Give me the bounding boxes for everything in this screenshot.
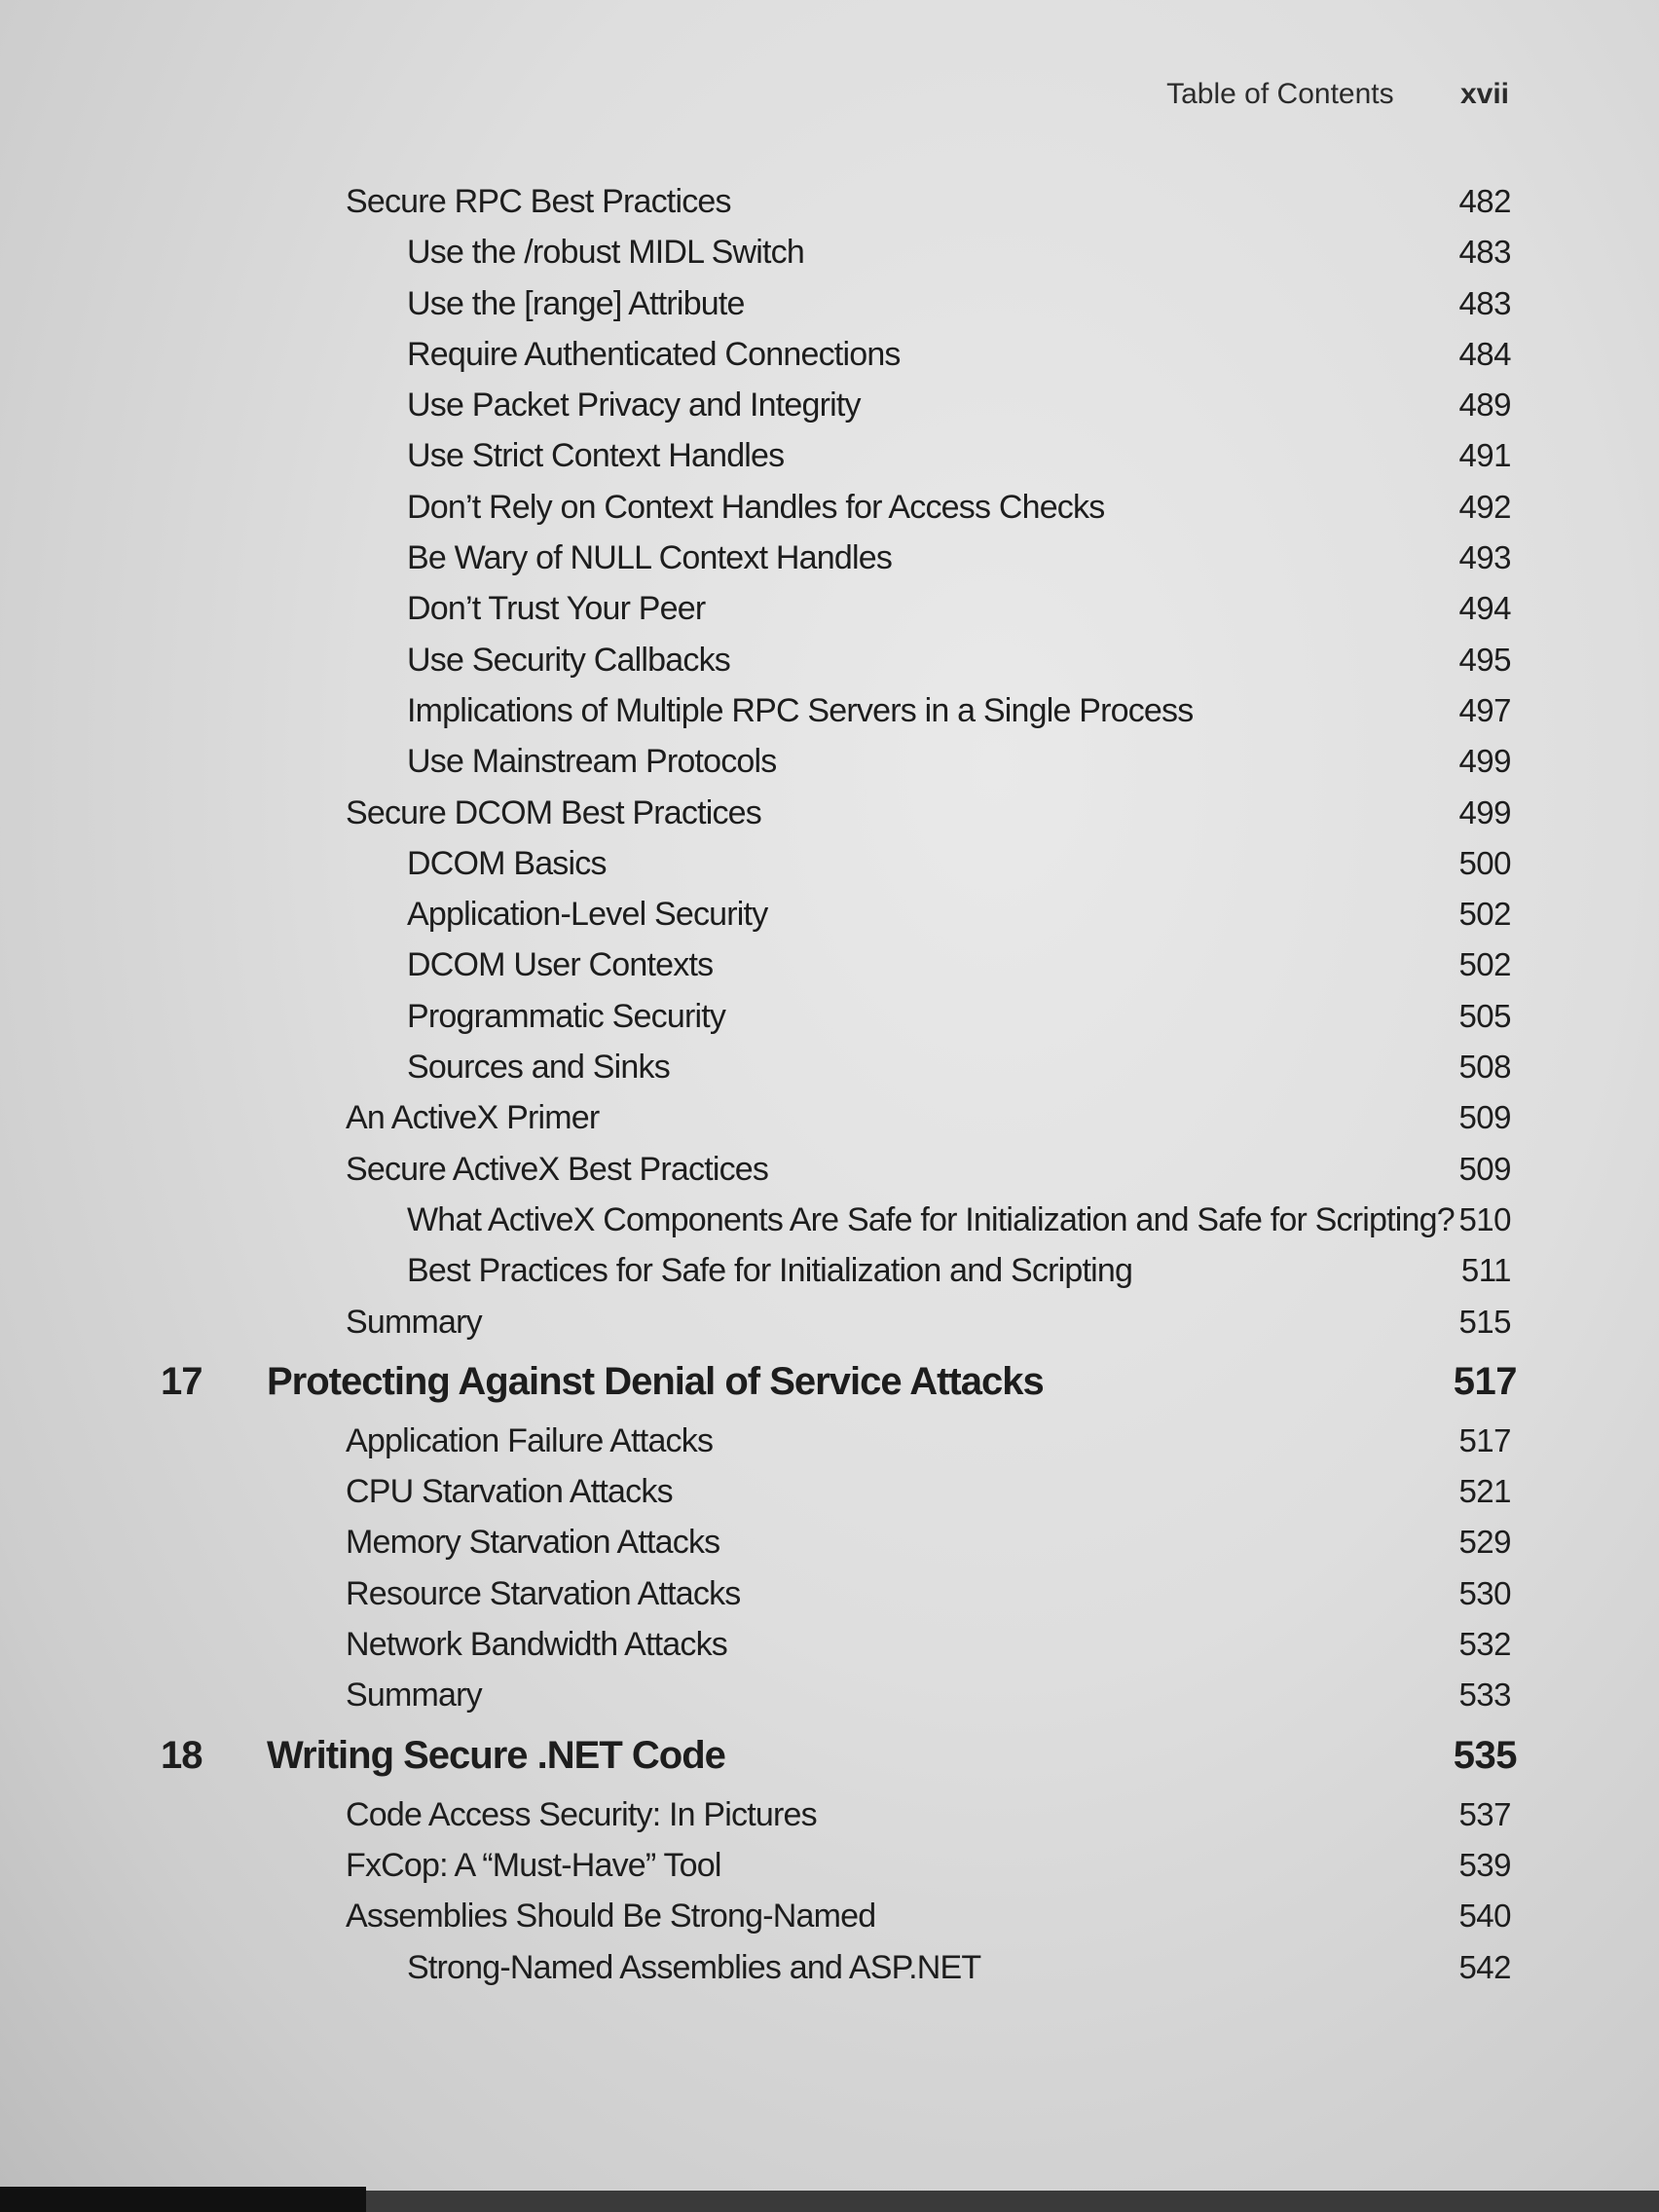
toc-entry-row	[0, 1516, 1659, 1567]
toc-entry-row	[0, 1091, 1659, 1142]
page-reference: 515	[1458, 1303, 1511, 1340]
page-reference: 532	[1458, 1626, 1511, 1663]
watermark-logo	[0, 2187, 366, 2212]
section-title: Summary	[346, 1677, 482, 1714]
header-title: Table of Contents	[1166, 78, 1394, 110]
section-title: Use Security Callbacks	[407, 641, 730, 679]
page-reference: 511	[1460, 1252, 1511, 1289]
photo-bottom-edge	[0, 2191, 1659, 2212]
chapter-number: 18	[161, 1733, 203, 1777]
toc-entry-row	[0, 175, 1659, 226]
section-title: Assemblies Should Be Strong-Named	[346, 1898, 876, 1936]
toc-entry-row	[0, 1143, 1659, 1194]
page-reference: 492	[1458, 488, 1511, 525]
toc-entry-row	[0, 735, 1659, 786]
toc-entry-row	[0, 1890, 1659, 1940]
toc-entry-row	[0, 277, 1659, 328]
page-reference: 508	[1458, 1049, 1511, 1086]
toc-entry-row	[0, 684, 1659, 735]
page-reference: 482	[1458, 183, 1511, 219]
toc-entry-row	[0, 226, 1659, 276]
toc-entry-row	[0, 1941, 1659, 1992]
chapter-title: Writing Secure .NET Code	[267, 1733, 725, 1777]
toc-entry-row	[0, 888, 1659, 939]
section-title: Code Access Security: In Pictures	[346, 1795, 817, 1833]
toc-entry-row	[0, 328, 1659, 379]
section-title: FxCop: A “Must-Have” Tool	[346, 1846, 721, 1884]
toc-entry-row	[0, 1296, 1659, 1346]
page-reference: 529	[1458, 1524, 1511, 1561]
page-reference: 500	[1458, 844, 1511, 881]
page-reference: 509	[1458, 1099, 1511, 1136]
page-reference: 542	[1458, 1948, 1511, 1985]
page-reference: 497	[1458, 691, 1511, 728]
page-reference: 537	[1458, 1795, 1511, 1832]
page-reference: 535	[1453, 1733, 1517, 1777]
toc-entry-row	[0, 532, 1659, 582]
page-reference: 483	[1458, 234, 1511, 271]
page-reference: 521	[1458, 1473, 1511, 1510]
section-title: Best Practices for Safe for Initialization and Scripting	[407, 1252, 1133, 1290]
section-title: Don’t Rely on Context Handles for Access Checks	[407, 488, 1105, 526]
section-title: Don’t Trust Your Peer	[407, 590, 706, 628]
page-reference: 491	[1458, 437, 1511, 474]
page-reference: 483	[1458, 284, 1511, 321]
toc-entry-row	[0, 634, 1659, 684]
page-reference: 510	[1458, 1200, 1511, 1237]
page-reference: 539	[1458, 1846, 1511, 1883]
chapter-title: Protecting Against Denial of Service Attacks	[267, 1359, 1044, 1403]
running-header	[1166, 78, 1509, 111]
chapter-number: 17	[161, 1359, 203, 1403]
section-title: Secure RPC Best Practices	[346, 183, 731, 220]
page-reference: 495	[1458, 641, 1511, 678]
toc-entry-row	[0, 1788, 1659, 1839]
section-title: Resource Starvation Attacks	[346, 1574, 741, 1612]
page-reference: 517	[1453, 1359, 1517, 1403]
toc-entry-row	[0, 1194, 1659, 1244]
section-title: Memory Starvation Attacks	[346, 1524, 720, 1562]
section-title: What ActiveX Components Are Safe for Initialization and Safe for Scripting?	[407, 1200, 1455, 1238]
page-reference: 540	[1458, 1898, 1511, 1935]
section-title: Require Authenticated Connections	[407, 335, 901, 373]
section-title: Use Strict Context Handles	[407, 437, 785, 475]
toc-entry-row	[0, 1839, 1659, 1890]
toc-entry-row	[0, 837, 1659, 888]
table-of-contents	[0, 175, 1659, 1992]
section-title: Be Wary of NULL Context Handles	[407, 539, 893, 577]
section-title: Network Bandwidth Attacks	[346, 1626, 727, 1664]
section-title: Strong-Named Assemblies and ASP.NET	[407, 1948, 981, 1986]
page-reference: 489	[1458, 387, 1511, 424]
toc-entry-row	[0, 429, 1659, 480]
section-title: Programmatic Security	[407, 997, 726, 1035]
toc-entry-row	[0, 1618, 1659, 1669]
page-reference: 509	[1458, 1150, 1511, 1187]
section-title: Summary	[346, 1303, 482, 1341]
section-title: Implications of Multiple RPC Servers in a Single Process	[407, 691, 1194, 729]
toc-entry-row	[0, 1041, 1659, 1091]
page-reference: 484	[1458, 335, 1511, 372]
toc-chapter-row	[0, 1720, 1659, 1788]
section-title: CPU Starvation Attacks	[346, 1473, 673, 1511]
section-title: DCOM Basics	[407, 844, 607, 882]
toc-entry-row	[0, 481, 1659, 532]
page-reference: 530	[1458, 1574, 1511, 1611]
toc-entry-row	[0, 939, 1659, 989]
section-title: Application-Level Security	[407, 896, 768, 934]
toc-entry-row	[0, 1669, 1659, 1719]
section-title: Use the [range] Attribute	[407, 284, 745, 322]
section-title: Use Packet Privacy and Integrity	[407, 387, 861, 424]
page-reference: 505	[1458, 997, 1511, 1034]
page-reference: 517	[1458, 1421, 1511, 1458]
section-title: Secure ActiveX Best Practices	[346, 1150, 769, 1188]
section-title: Application Failure Attacks	[346, 1421, 714, 1459]
section-title: Use Mainstream Protocols	[407, 743, 777, 781]
toc-entry-row	[0, 1567, 1659, 1618]
page-reference: 499	[1458, 743, 1511, 780]
header-page-number: xvii	[1459, 78, 1509, 110]
page-reference: 502	[1458, 946, 1511, 983]
toc-entry-row	[0, 1465, 1659, 1516]
page-reference: 493	[1458, 539, 1511, 576]
page-reference: 499	[1458, 793, 1511, 830]
section-title: An ActiveX Primer	[346, 1099, 600, 1137]
toc-entry-row	[0, 787, 1659, 837]
toc-entry-row	[0, 379, 1659, 429]
page-reference: 494	[1458, 590, 1511, 627]
toc-entry-row	[0, 1415, 1659, 1465]
page-reference: 533	[1458, 1677, 1511, 1714]
toc-entry-row	[0, 990, 1659, 1041]
section-title: Use the /robust MIDL Switch	[407, 234, 804, 272]
toc-chapter-row	[0, 1346, 1659, 1415]
page-reference: 502	[1458, 896, 1511, 933]
section-title: DCOM User Contexts	[407, 946, 714, 984]
section-title: Secure DCOM Best Practices	[346, 793, 761, 831]
toc-entry-row	[0, 582, 1659, 633]
section-title: Sources and Sinks	[407, 1049, 670, 1087]
toc-entry-row	[0, 1244, 1659, 1295]
